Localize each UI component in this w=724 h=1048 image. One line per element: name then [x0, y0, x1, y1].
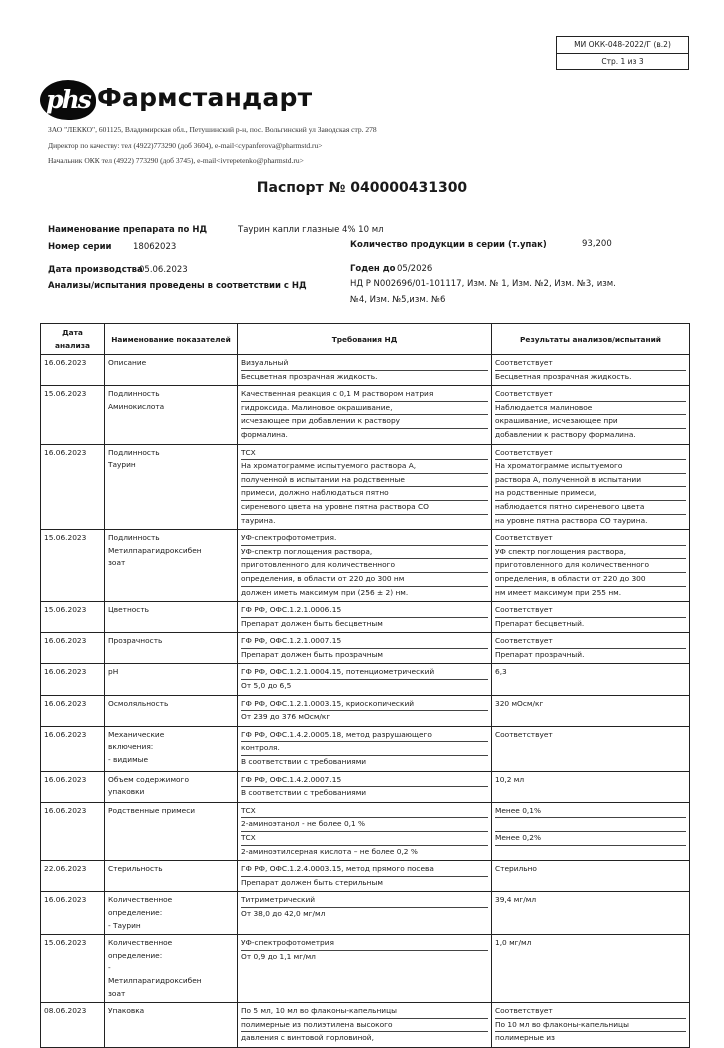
- requirement-text-line: давления с винтовой горловиной,: [241, 1033, 374, 1043]
- result-text-line: [495, 846, 686, 859]
- result-text-line: Соответствует: [495, 635, 686, 649]
- result-text-line: полимерные из: [495, 1033, 555, 1043]
- indicator-name: [105, 726, 238, 771]
- requirement-text-line: На хроматограмме испытуемого раствора А,: [241, 460, 488, 474]
- requirement-text-line: ГФ РФ, ОФС.1.2.1.0004.15, потенциометрический: [241, 666, 488, 680]
- result-text-line: добавлении к раствору формалина.: [495, 429, 636, 439]
- requirement-text-line: контроля.: [241, 742, 488, 756]
- indicator-name: [105, 355, 238, 386]
- series-value: 18062023: [133, 242, 177, 252]
- table-row: [41, 602, 690, 633]
- indicator-name-line: - Таурин: [108, 920, 141, 930]
- table-row: [41, 726, 690, 771]
- requirement-text-line: ГФ РФ, ОФС.1.2.1.0006.15: [241, 604, 488, 618]
- indicator-name-line: определение:: [108, 950, 163, 960]
- requirement-text-line: примеси, должно наблюдаться пятно: [241, 487, 488, 501]
- indicator-name: [105, 892, 238, 935]
- requirement-text: [238, 355, 492, 386]
- result-text: [492, 802, 690, 860]
- result-text-line: 1,0 мг/мл: [495, 938, 532, 948]
- result-text: [492, 771, 690, 802]
- requirement-text-line: ТСХ: [241, 447, 488, 461]
- result-text: [492, 935, 690, 1003]
- indicator-name-line: Объем содержимого: [108, 774, 189, 784]
- requirement-text: [238, 935, 492, 1003]
- requirement-text-line: ГФ РФ, ОФС.1.4.2.0005.18, метод разрушающего: [241, 729, 488, 743]
- requirement-text-line: исчезающее при добавлении к раствору: [241, 415, 488, 429]
- result-text-line: 320 мОсм/кг: [495, 698, 544, 708]
- analysis-date: 16.06.2023: [41, 695, 105, 726]
- indicator-name: [105, 633, 238, 664]
- result-text-line: 6,3: [495, 667, 507, 677]
- indicator-name-line: Описание: [108, 358, 147, 367]
- requirement-text-line: Качественная реакция с 0,1 М раствором натрия: [241, 388, 488, 402]
- result-text-line: наблюдается пятно сиреневого цвета: [495, 501, 686, 515]
- table-header-row: [41, 324, 690, 355]
- indicator-name-line: Стерильность: [108, 864, 163, 874]
- requirement-text-line: определения, в области от 220 до 300 нм: [241, 573, 488, 587]
- requirement-text: [238, 530, 492, 602]
- result-text-line: Соответствует: [495, 604, 686, 618]
- analysis-date: 15.06.2023: [41, 530, 105, 602]
- requirement-text: [238, 726, 492, 771]
- analysis-date: 15.06.2023: [41, 386, 105, 444]
- result-text: [492, 530, 690, 602]
- analysis-table: [40, 323, 690, 1048]
- requirement-text-line: От 5,0 до 6,5: [241, 681, 292, 691]
- indicator-name-line: Количественное: [108, 938, 173, 948]
- analysis-date: 08.06.2023: [41, 1003, 105, 1048]
- requirement-text-line: Титриметрический: [241, 894, 488, 908]
- indicator-name-line: Упаковка: [108, 1006, 145, 1016]
- analysis-date: 16.06.2023: [41, 802, 105, 860]
- result-text-line: Соответствует: [495, 532, 686, 546]
- series-label: Номер серии: [48, 242, 112, 252]
- result-text: [492, 861, 690, 892]
- result-text-line: на уровне пятна раствора СО таурина.: [495, 515, 648, 525]
- requirement-text-line: 2-аминоэтанол - не более 0,1 %: [241, 818, 488, 832]
- nd-reference-line1: НД Р N002696/01-101117, Изм. № 1, Изм. №2, Изм. №3, изм.: [350, 279, 616, 289]
- indicator-name: [105, 602, 238, 633]
- indicator-name: [105, 530, 238, 602]
- requirement-text-line: УФ-спектрофотометрия: [241, 937, 488, 951]
- result-text-line: нм имеет максимум при 255 нм.: [495, 587, 622, 597]
- result-text-line: По 10 мл во флаконы-капельницы: [495, 1019, 686, 1033]
- product-value: Таурин капли глазные 4% 10 мл: [238, 225, 384, 235]
- indicator-name-line: Таурин: [108, 460, 136, 470]
- result-text-line: Препарат прозрачный.: [495, 649, 585, 659]
- indicator-name-line: - видимые: [108, 755, 149, 765]
- requirement-text-line: 2-аминоэтилсерная кислота – не более 0,2 %: [241, 846, 418, 856]
- table-body: [41, 355, 690, 1048]
- analysis-date: 16.06.2023: [41, 633, 105, 664]
- indicator-name-line: определение:: [108, 907, 163, 917]
- page-title: Паспорт № 040000431300: [256, 180, 468, 196]
- page-number: Стр. 1 из 3: [601, 57, 644, 66]
- result-text: [492, 664, 690, 695]
- production-date-label: Дата производства: [48, 265, 143, 275]
- indicator-name-line: Механические: [108, 729, 165, 739]
- indicator-name-line: Родственные примеси: [108, 805, 196, 815]
- requirement-text-line: УФ-спектр поглощения раствора,: [241, 546, 488, 560]
- requirement-text-line: Препарат должен быть стерильным: [241, 877, 383, 887]
- result-text: [492, 633, 690, 664]
- quantity-label: Количество продукции в серии (т.упак): [350, 240, 547, 250]
- table-row: [41, 861, 690, 892]
- analysis-date: 16.06.2023: [41, 355, 105, 386]
- result-text: [492, 726, 690, 771]
- requirement-text: [238, 802, 492, 860]
- requirement-text-line: Препарат должен быть прозрачным: [241, 649, 383, 659]
- requirement-text: [238, 892, 492, 935]
- production-date-value: 05.06.2023: [139, 265, 188, 275]
- indicator-name-line: -: [108, 963, 111, 973]
- indicator-name: [105, 802, 238, 860]
- analysis-date: 16.06.2023: [41, 664, 105, 695]
- result-text-line: Наблюдается малиновое: [495, 402, 686, 416]
- indicator-name: [105, 861, 238, 892]
- result-text-line: Стерильно: [495, 864, 537, 874]
- indicator-name: [105, 444, 238, 530]
- indicator-name: [105, 935, 238, 1003]
- requirement-text-line: ГФ РФ, ОФС.1.2.4.0003.15, метод прямого посева: [241, 863, 488, 877]
- requirement-text-line: полученной в испытании на родственные: [241, 474, 488, 488]
- analysis-date: 16.06.2023: [41, 892, 105, 935]
- requirement-text-line: В соответствии с требованиями: [241, 757, 367, 767]
- requirement-text-line: По 5 мл, 10 мл во флаконы-капельницы: [241, 1005, 488, 1019]
- indicator-name-line: Аминокислота: [108, 401, 165, 411]
- result-text-line: Менее 0,1%: [495, 805, 686, 819]
- analysis-date: 16.06.2023: [41, 726, 105, 771]
- requirement-text-line: От 0,9 до 1,1 мг/мл: [241, 951, 316, 961]
- indicator-name-line: Прозрачность: [108, 636, 163, 646]
- table-row: [41, 802, 690, 860]
- table-row: [41, 771, 690, 802]
- requirement-text-line: таурина.: [241, 515, 276, 525]
- requirement-text-line: От 239 до 376 мОсм/кг: [241, 712, 331, 722]
- result-text-line: на родственные примеси,: [495, 487, 686, 501]
- qc-head-contact: Начальник ОКК тел (4922) 773290 (доб 3745), e-mail<ivтерetenko@pharmstd.ru>: [48, 156, 304, 165]
- analyses-label: Анализы/испытания проведены в соответствии с НД: [48, 281, 307, 291]
- requirement-text: [238, 633, 492, 664]
- table-row: [41, 355, 690, 386]
- indicator-name: [105, 386, 238, 444]
- result-text-line: 39,4 мг/мл: [495, 895, 537, 905]
- requirement-text-line: полимерные из полиэтилена высокого: [241, 1019, 488, 1033]
- result-text-line: Менее 0,2%: [495, 832, 686, 846]
- document-code-box: [556, 36, 689, 70]
- requirement-text: [238, 1003, 492, 1048]
- indicator-name: [105, 771, 238, 802]
- requirement-text: [238, 695, 492, 726]
- requirement-text-line: сиреневого цвета на уровне пятна раствора СО: [241, 501, 488, 515]
- requirement-text: [238, 386, 492, 444]
- result-text-line: Соответствует: [495, 357, 686, 371]
- result-text-line: УФ спектр поглощения раствора,: [495, 546, 686, 560]
- result-text-line: определения, в области от 220 до 300: [495, 573, 686, 587]
- analysis-date: 16.06.2023: [41, 771, 105, 802]
- table-row: [41, 664, 690, 695]
- result-text: [492, 695, 690, 726]
- requirement-text-line: Бесцветная прозрачная жидкость.: [241, 371, 378, 381]
- requirement-text-line: В соответствии с требованиями: [241, 788, 367, 798]
- indicator-name-line: Цветность: [108, 605, 150, 615]
- requirement-text-line: От 38,0 до 42,0 мг/мл: [241, 908, 326, 918]
- table-row: [41, 444, 690, 530]
- requirement-text-line: приготовленного для количественного: [241, 559, 488, 573]
- indicator-name: [105, 695, 238, 726]
- requirement-text-line: ТСХ: [241, 805, 488, 819]
- document-code: МИ ОКК-048-2022/Г (в.2): [557, 37, 688, 54]
- result-text-line: раствора А, полученной в испытании: [495, 474, 686, 488]
- result-text-line: приготовленного для количественного: [495, 559, 686, 573]
- analysis-date: 15.06.2023: [41, 602, 105, 633]
- requirement-text-line: ТСХ: [241, 832, 488, 846]
- result-text: [492, 355, 690, 386]
- indicator-name-line: зоат: [108, 988, 126, 998]
- table-row: [41, 530, 690, 602]
- requirement-text-line: Препарат должен быть бесцветным: [241, 618, 383, 628]
- analysis-date: 15.06.2023: [41, 935, 105, 1003]
- indicator-name-line: зоат: [108, 558, 126, 568]
- quantity-value: 93,200: [582, 239, 612, 249]
- valid-until-value: 05/2026: [397, 264, 433, 274]
- result-text: [492, 386, 690, 444]
- requirement-text: [238, 664, 492, 695]
- quality-director-contact: Директор по качеству: тел (4922)773290 (доб 3604), e-mail<cypanferova@pharmstd.ru>: [48, 141, 323, 150]
- indicator-name-line: Подлинность: [108, 389, 160, 399]
- result-text-line: На хроматограмме испытуемого: [495, 460, 686, 474]
- indicator-name-line: Метилпарагидроксибен: [108, 545, 202, 555]
- requirement-text: [238, 602, 492, 633]
- indicator-name: [105, 664, 238, 695]
- requirement-text-line: формалина.: [241, 429, 288, 439]
- indicator-name: [105, 1003, 238, 1048]
- requirement-text-line: гидроксида. Малиновое окрашивание,: [241, 402, 488, 416]
- table-row: [41, 633, 690, 664]
- header-date: Дата анализа: [41, 324, 105, 355]
- header-requirements: Требования НД: [238, 324, 492, 355]
- requirement-text-line: ГФ РФ, ОФС.1.2.1.0007.15: [241, 635, 488, 649]
- analysis-date: 16.06.2023: [41, 444, 105, 530]
- indicator-name-line: Осмоляльность: [108, 698, 169, 708]
- company-logo: phs: [40, 80, 96, 120]
- result-text: [492, 602, 690, 633]
- result-text: [492, 892, 690, 935]
- indicator-name-line: Метилпарагидроксибен: [108, 975, 202, 985]
- result-text-line: [495, 818, 686, 832]
- requirement-text-line: должен иметь максимум при (256 ± 2) нм.: [241, 587, 409, 597]
- requirement-text-line: ГФ РФ, ОФС.1.4.2.0007.15: [241, 774, 488, 788]
- requirement-text: [238, 861, 492, 892]
- header-results: Результаты анализов/испытаний: [492, 324, 690, 355]
- result-text-line: Соответствует: [495, 388, 686, 402]
- result-text-line: Соответствует: [495, 1005, 686, 1019]
- requirement-text: [238, 444, 492, 530]
- nd-reference-line2: №4, Изм. №5,изм. №6: [350, 295, 446, 305]
- requirement-text-line: Визуальный: [241, 357, 488, 371]
- table-row: [41, 935, 690, 1003]
- company-name: Фармстандарт: [97, 83, 313, 112]
- table-row: [41, 892, 690, 935]
- result-text-line: 10,2 мл: [495, 774, 525, 784]
- company-address: ЗАО "ЛЕККО", 601125, Владимирская обл., Петушинский р-н, пос. Вольгинский ул Заводская стр. 278: [48, 125, 377, 134]
- table-row: [41, 1003, 690, 1048]
- indicator-name-line: Количественное: [108, 895, 173, 905]
- valid-until-label: Годен до: [350, 264, 396, 274]
- indicator-name-line: Подлинность: [108, 533, 160, 543]
- analysis-date: 22.06.2023: [41, 861, 105, 892]
- requirement-text-line: УФ-спектрофотометрия.: [241, 532, 488, 546]
- header-indicator: Наименование показателей: [105, 324, 238, 355]
- result-text-line: Бесцветная прозрачная жидкость.: [495, 371, 632, 381]
- result-text-line: окрашивание, исчезающее при: [495, 415, 686, 429]
- requirement-text-line: ГФ РФ, ОФС.1.2.1.0003.15, криоскопический: [241, 698, 488, 712]
- result-text: [492, 444, 690, 530]
- table-row: [41, 386, 690, 444]
- indicator-name-line: pH: [108, 667, 119, 677]
- result-text-line: Соответствует: [495, 447, 686, 461]
- indicator-name-line: Подлинность: [108, 447, 160, 457]
- indicator-name-line: включения:: [108, 742, 154, 752]
- table-row: [41, 695, 690, 726]
- result-text: [492, 1003, 690, 1048]
- requirement-text: [238, 771, 492, 802]
- product-label: Наименование препарата по НД: [48, 225, 208, 235]
- result-text-line: Соответствует: [495, 729, 553, 739]
- indicator-name-line: упаковки: [108, 787, 145, 797]
- result-text-line: Препарат бесцветный.: [495, 618, 585, 628]
